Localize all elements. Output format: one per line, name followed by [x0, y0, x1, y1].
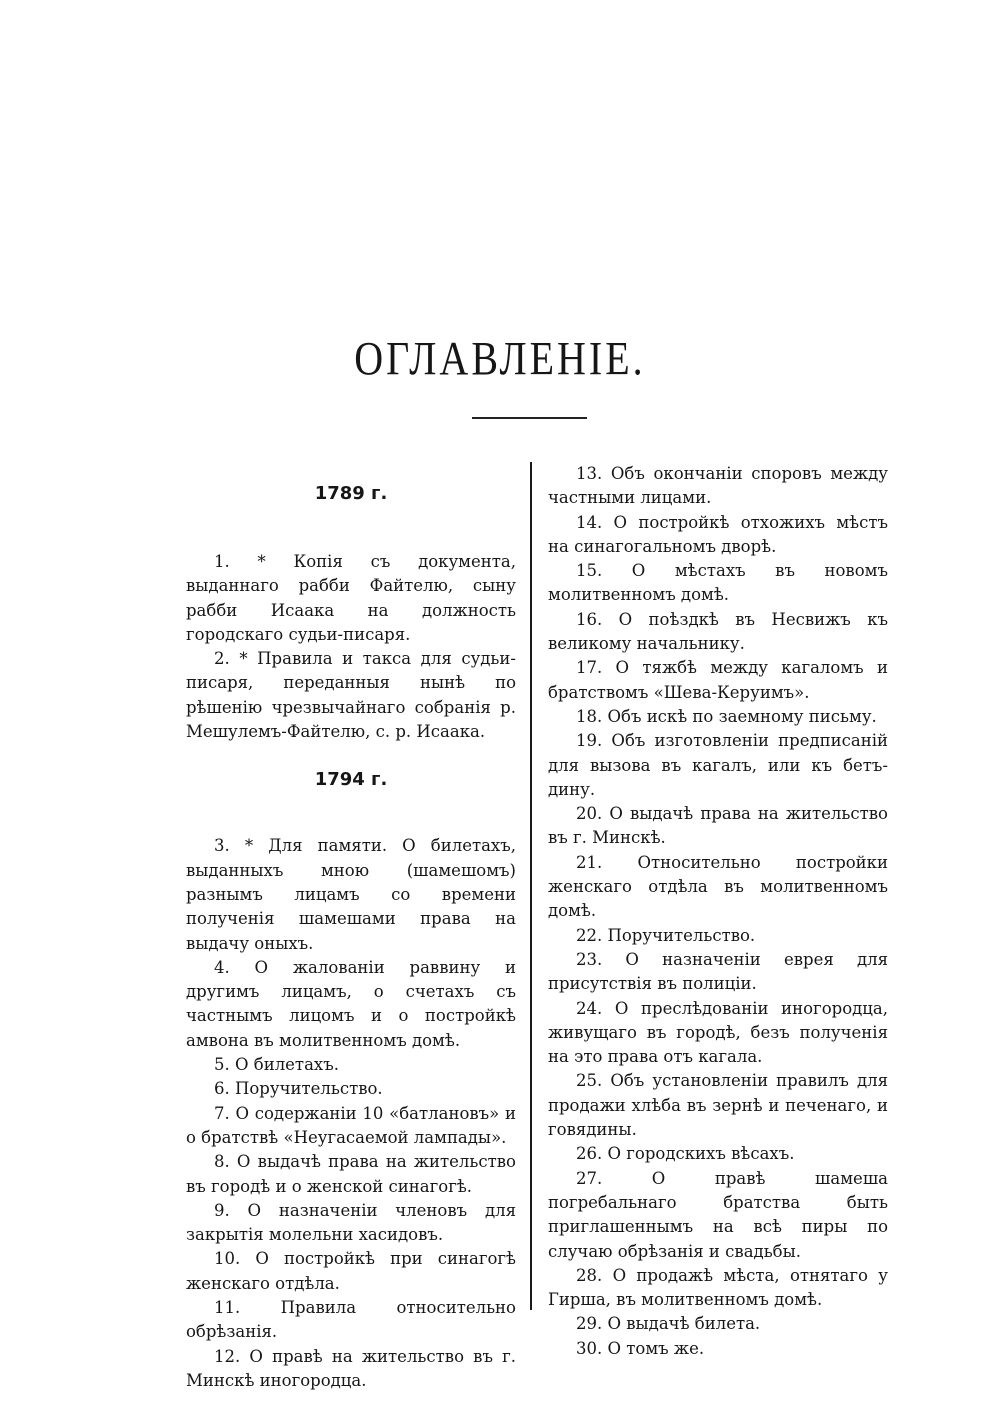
toc-entry: 3. * Для памяти. О билетахъ, выданныхъ мною (шамешомъ) разнымъ лицамъ со времени полученія шамешами права на выдачу оныхъ.: [186, 836, 516, 953]
toc-entry: 8. О выдачѣ права на жительство въ городѣ и о женской синагогѣ.: [186, 1152, 516, 1196]
toc-entry: 15. О мѣстахъ въ новомъ молитвенномъ домѣ.: [548, 561, 888, 605]
toc-entry: 11. Правила относительно обрѣзанія.: [186, 1298, 516, 1342]
toc-entry: 21. Относительно постройки женскаго отдѣла въ молитвенномъ домѣ.: [548, 852, 888, 921]
toc-entry: 9. О назначеніи членовъ для закрытія молельни хасидовъ.: [186, 1200, 516, 1245]
toc-entry: 27. О правѣ шамеша погребальнаго братства быть приглашеннымъ на всѣ пиры по случаю обрѣзанія и свадьбы.: [548, 1168, 888, 1261]
toc-entry: 22. Поручительство.: [576, 925, 756, 945]
page-title: ОГЛАВЛЕНІЕ.: [354, 331, 646, 386]
left-column: [186, 462, 516, 1393]
toc-entry: 1. * Копія съ документа, выданнаго рабби Файтелю, сыну рабби Исаака на должность городскаго судьи-писаря.: [186, 552, 516, 644]
toc-entry: 14. О постройкѣ отхожихъ мѣстъ на синагогальномъ дворѣ.: [548, 512, 888, 556]
toc-entry: 23. О назначеніи еврея для присутствія въ полиціи.: [548, 949, 888, 994]
right-column: [548, 462, 888, 1361]
toc-entry: 19. Объ изготовленіи предписаній для вызова въ кагалъ, или къ бетъ-дину.: [548, 731, 888, 799]
toc-entry: 13. Объ окончаніи споровъ между частными лицами.: [548, 464, 888, 508]
title-rule: [472, 417, 587, 419]
toc-entry: 6. Поручительство.: [214, 1079, 383, 1099]
toc-entry: 4. О жалованіи раввину и другимъ лицамъ, о счетахъ съ частнымъ лицомъ и о постройкѣ амвона въ молитвенномъ домѣ.: [186, 957, 516, 1050]
toc-entry: 30. О томъ же.: [576, 1338, 705, 1358]
year-heading-1794: 1794 г.: [314, 769, 388, 791]
toc-entry: 16. О поѣздкѣ въ Несвижъ къ великому начальнику.: [548, 609, 888, 654]
toc-entry: 24. О преслѣдованіи иногородца, живущаго въ городѣ, безъ полученія на это права отъ кагала.: [548, 998, 888, 1067]
toc-entry: 25. Объ установленіи правилъ для продажи хлѣба въ зернѣ и печенаго, и говядины.: [548, 1071, 888, 1140]
toc-entry: 5. О билетахъ.: [214, 1055, 339, 1075]
toc-entry: 20. О выдачѣ права на жительство въ г. Минскѣ.: [548, 804, 888, 848]
column-divider: [530, 462, 532, 1310]
toc-entry: 2. * Правила и такса для судьи-писаря, переданныя нынѣ по рѣшенію чрезвычайнаго собранія р. Мешулемъ-Файтелю, с. р. Исаака.: [186, 649, 516, 742]
toc-entry: 10. О постройкѣ при синагогѣ женскаго отдѣла.: [186, 1249, 516, 1293]
toc-entry: 12. О правѣ на жительство въ г. Минскѣ иногородца.: [186, 1346, 516, 1390]
toc-entry: 28. О продажѣ мѣста, отнятаго у Гирша, въ молитвенномъ домѣ.: [548, 1265, 888, 1310]
toc-entry: 17. О тяжбѣ между кагаломъ и братствомъ «Шева-Керуимъ».: [548, 658, 888, 702]
toc-entry: 18. Объ искѣ по заемному письму.: [576, 706, 877, 726]
toc-entry: 7. О содержаніи 10 «батлановъ» и о братствѣ «Неугасаемой лампады».: [186, 1103, 516, 1147]
toc-entry: 26. О городскихъ вѣсахъ.: [576, 1144, 795, 1164]
toc-entry: 29. О выдачѣ билета.: [576, 1314, 761, 1334]
year-heading-1789: 1789 г.: [314, 483, 388, 504]
